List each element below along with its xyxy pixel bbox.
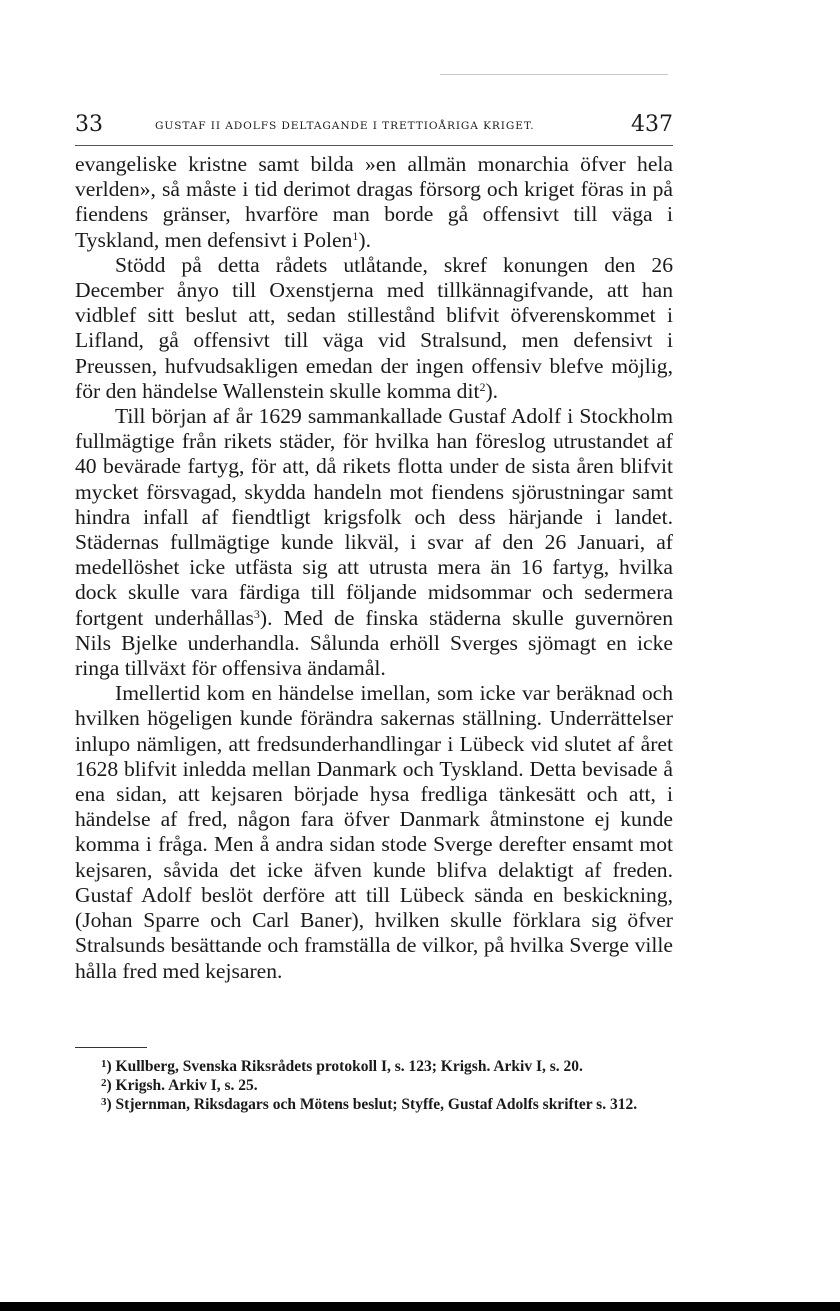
scan-bottom-edge: [0, 1302, 840, 1311]
paragraph-3: Till början af år 1629 sammankallade Gustaf Adolf i Stockholm fullmägtige från rikets städer, för hvilka han föreslog utrustandet af 40 bevärade fartyg, för att, då rikets flotta under de sista åren blifvit mycket försvagad, skydda handeln mot fiendens sjörustningar samt hindra infall af fiendtligt krigsfolk och dess härjande i landet. Städernas fullmägtige kunde likväl, i svar af den 26 Januari, af medellöshet icke utfästa sig att utrusta mera än 16 fartyg, hvilka dock skulle vara färdiga till följande midsommar och sedermera fortgent underhållas$^3$). Med de finska städerna skulle guvernören Nils Bjelke underhandla. Sålunda erhöll Sverges sjömagt en icke ringa tillväxt för offensiva ändamål.: [75, 404, 673, 681]
footnote-ref-1: 1: [352, 228, 359, 243]
footnote-3: $^3$) Stjernman, Riksdagars och Mötens beslut; Styffe, Gustaf Adolfs skrifter s. 312.: [101, 1096, 638, 1113]
footnote-1: $^1$) Kullberg, Svenska Riksrådets protokoll I, s. 123; Krigsh. Arkiv I, s. 20.: [101, 1058, 583, 1075]
footnote-mark: 2: [101, 1077, 107, 1089]
running-title: GUSTAF II ADOLFS DELTAGANDE I TRETTIOÅRIGA KRIGET.: [155, 120, 535, 132]
footnote-ref-2: 2: [479, 379, 486, 394]
footnote-2: $^2$) Krigsh. Arkiv I, s. 25.: [101, 1077, 258, 1094]
top-faint-rule: [440, 74, 668, 75]
footnote-rule: [75, 1047, 147, 1048]
paragraph-4: Imellertid kom en händelse imellan, som icke var beräknad och hvilken högeligen kunde förändra sakernas ställning. Underrättelser inlupo nämligen, att fredsunderhandlingar i Lübeck vid slutet af året 1628 blifvit inledda mellan Danmark och Tyskland. Detta bevisade å ena sidan, att kejsaren började hysa fredliga tänkesätt och att, i händelse af fred, någon fara öfver Danmark åtminstone ej kunde komma i fråga. Men å andra sidan stode Sverge derefter ensamt mot kejsaren, såvida det icke äfven kunde blifva delaktigt af freden. Gustaf Adolf beslöt derföre att till Lübeck sända en beskickning, (Johan Sparre och Carl Baner), hvilken skulle förklara sig öfver Stralsunds besättande och framställa de vilkor, på hvilka Sverge ville hålla fred med kejsaren.: [75, 681, 673, 983]
footnote-ref-3: 3: [253, 606, 260, 621]
footnotes: [75, 1056, 673, 1113]
running-header: [75, 112, 673, 142]
paragraph-2: Stödd på detta rådets utlåtande, skref konungen den 26 December ånyo till Oxenstjerna med tillkännagifvande, att han vidblef sitt beslut att, sedan stillestånd blifvit öfverenskommet i Lifland, gå offensivt till väga vid Stralsund, men defensivt i Preussen, hufvudsakligen emedan der ingen offensiv blefve möjlig, för den händelse Wallenstein skulle komma dit$^2$).: [75, 252, 673, 403]
page-number-left: 33: [75, 112, 103, 137]
page-number-right: 437: [631, 112, 673, 137]
footnote-mark: 3: [101, 1096, 107, 1108]
header-rule: [75, 145, 673, 146]
body-text: [75, 152, 673, 984]
footnote-mark: 1: [101, 1058, 107, 1070]
paragraph-1: evangeliske kristne samt bilda »en allmän monarchia öfver hela verlden», så måste i tid derimot dragas försorg och kriget föras in på fiendens gränser, hvarföre man borde gå offensivt till väga i Tyskland, men defensivt i Polen$^1$).: [75, 152, 673, 252]
